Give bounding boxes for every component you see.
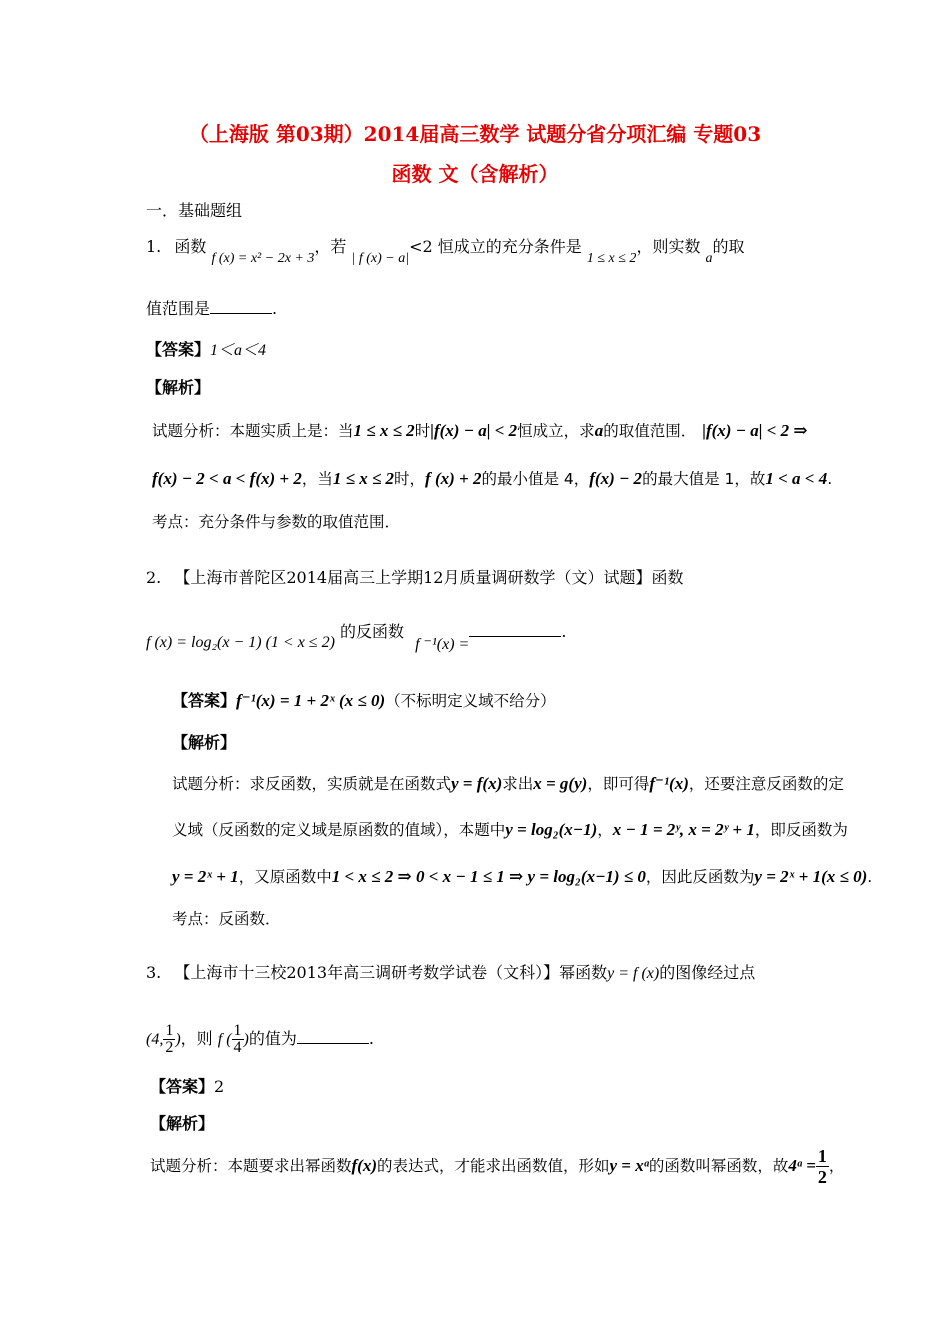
analysis-label: 【解析】 [172, 733, 237, 752]
question-number: 1. [146, 237, 162, 256]
answer-label: 【答案】 [150, 1077, 215, 1096]
answer-note: （不标明定义域不给分） [385, 692, 556, 710]
question-1-text: 1. 函数 f (x) = x² − 2x + 3，若 | f (x) − a|<2 恒成立的充分条件是 1 ≤ x ≤ 2，则实数 a的取 [146, 237, 745, 266]
answer-value: 1＜a＜4 [210, 342, 267, 359]
answer-value: f⁻¹(x) = 1 + 2ˣ (x ≤ 0) [236, 691, 386, 710]
fraction: $\frac{1}{2}$ [817, 1146, 827, 1187]
math-expression: f (x) = x² − 2x + 3 [211, 251, 315, 266]
math-variable: a [705, 251, 713, 266]
fraction: $\frac{1}{2}$ [165, 1022, 174, 1056]
analysis-text: f(x) − 2 < a < f(x) + 2，当1 ≤ x ≤ 2时，f (x) + 2的最小值是 4，f(x) − 2的最大值是 1，故1 < a < 4. [152, 469, 833, 488]
math-expression: | f (x) − a| [351, 251, 410, 266]
math-expression: f ⁻¹(x) = [415, 636, 470, 653]
analysis-text: 试题分析：本题要求出幂函数f(x)的表达式，才能求出函数值，形如y = xᵃ的函数叫幂函数，故4ᵃ = $\frac{1}{2}$ ， [150, 1146, 845, 1187]
knowledge-point: 考点：反函数． [172, 910, 281, 928]
knowledge-point: 考点：充分条件与参数的取值范围． [152, 513, 401, 531]
analysis-label: 【解析】 [150, 1114, 215, 1133]
question-3-text-cont: (4, $\frac{1}{2}$ )，则 f ( $\frac{1}{4}$ )的值为 . [146, 1022, 374, 1056]
answer-label: 【答案】 [172, 691, 237, 710]
answer-line [150, 1076, 224, 1098]
analysis-label: 【解析】 [146, 378, 211, 397]
question-2-text: 2. 【上海市普陀区2014届高三上学期12月质量调研数学（文）试题】函数 [146, 568, 684, 587]
fraction: $\frac{1}{4}$ [233, 1022, 242, 1056]
question-3-text: 3. 【上海市十三校2013年高三调研考数学试卷（文科）】幂函数y = f (x)的图像经过点 [146, 963, 756, 982]
answer-blank [297, 1027, 369, 1044]
question-number: 3. [146, 963, 162, 982]
document-title-line2: 函数 文（含解析） [391, 162, 559, 186]
analysis-text: 试题分析：求反函数，实质就是在函数式y = f(x)求出x = g(y)，即可得f⁻¹(x)，还要注意反函数的定 [172, 774, 844, 793]
answer-value: 2 [214, 1077, 225, 1096]
answer-line [146, 339, 266, 362]
math-expression: f (x) = log₂(x − 1) (1 < x ≤ 2) [146, 634, 335, 651]
question-2-text-cont: f (x) = log₂(x − 1) (1 < x ≤ 2) 的反函数 f ⁻¹(x) =. [146, 622, 567, 653]
section-heading: 一．基础题组 [146, 201, 243, 220]
math-expression: y = f (x) [607, 965, 660, 982]
answer-label: 【答案】 [146, 340, 211, 359]
question-1-text-cont: 值范围是 . [146, 299, 278, 318]
analysis-text: y = 2ˣ + 1，又原函数中1 < x ≤ 2 ⇒ 0 < x − 1 ≤ 1 ⇒ y = log₂(x−1) ≤ 0，因此反函数为y = 2ˣ + 1(x ≤ 0). [172, 867, 873, 886]
answer-line [172, 690, 556, 712]
question-number: 2. [146, 568, 162, 587]
answer-blank [469, 620, 561, 637]
math-expression: 1 ≤ x ≤ 2 [586, 251, 637, 266]
document-title-line1: （上海版 第03期）2014届高三数学 试题分省分项汇编 专题03 [188, 122, 762, 146]
analysis-text: 试题分析：本题实质上是：当1 ≤ x ≤ 2时|f(x) − a| < 2恒成立，求a的取值范围． |f(x) − a| < 2 ⇒ [152, 421, 808, 440]
answer-blank [210, 297, 272, 314]
analysis-text: 义域（反函数的定义域是原函数的值域），本题中y = log₂(x−1)，x − 1 = 2ʸ, x = 2ʸ + 1，即反函数为 [172, 820, 848, 839]
